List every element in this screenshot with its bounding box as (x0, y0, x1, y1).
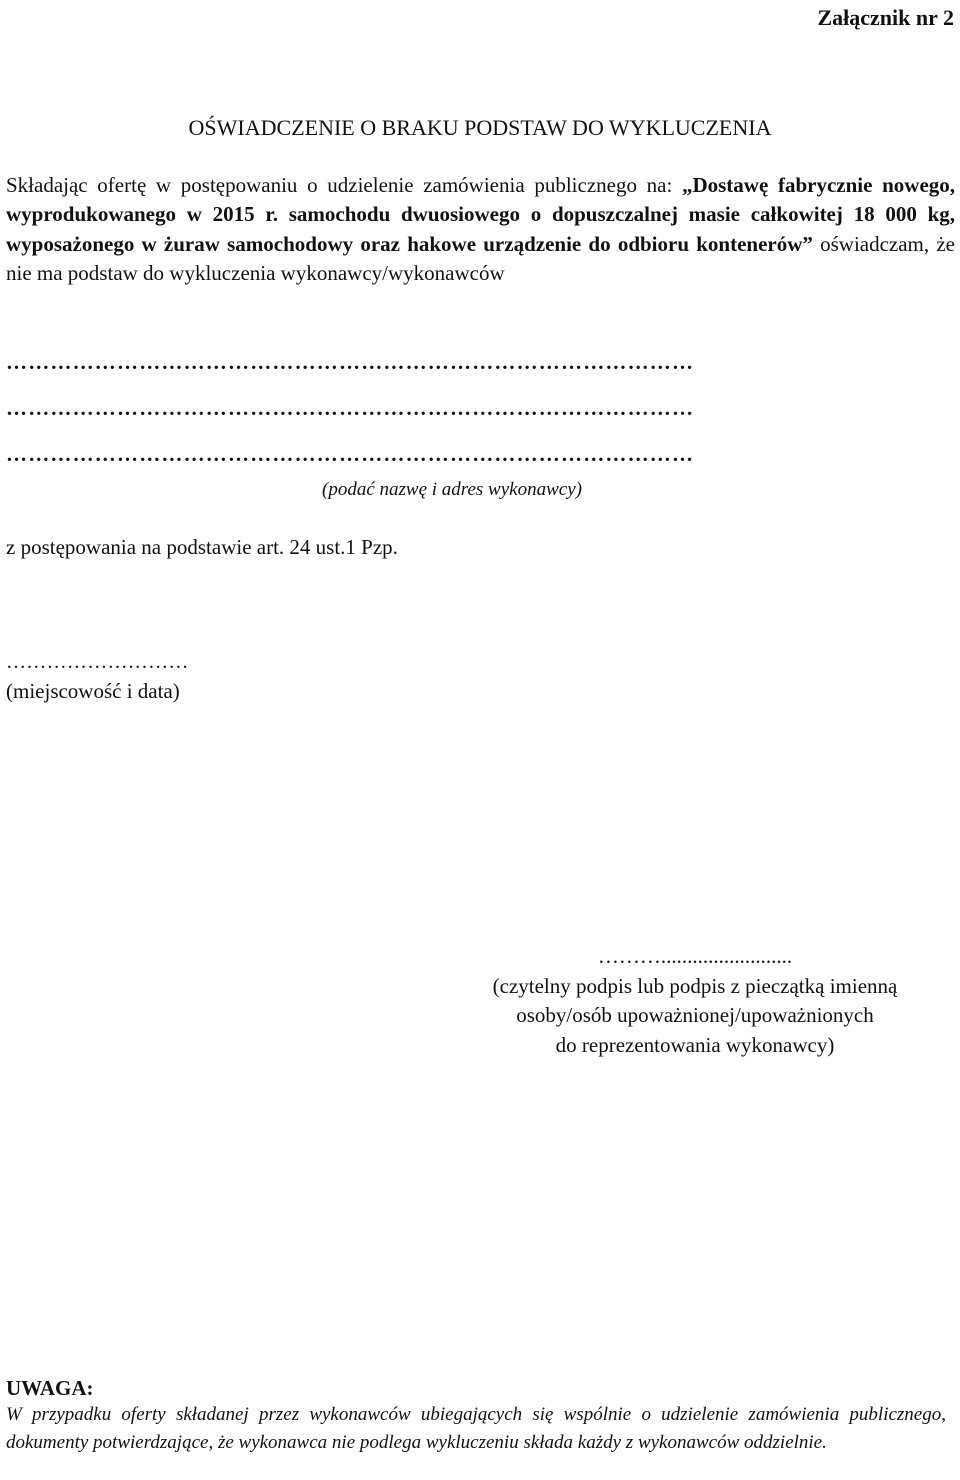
signature-caption-line-3: do reprezentowania wykonawcy) (555, 1032, 835, 1057)
contractor-fill-line-3: ………………………………………………………………………………… (6, 442, 695, 466)
signature-caption-line-2: osoby/osób upoważnionej/upoważnionych (516, 1003, 874, 1027)
order-subject: „Dostawę fabrycznie nowego, wyprodukowanego w 2015 r. samochodu dwuosiowego o dopuszczalnej masie całkowitej 18 000 kg, wyposażonego w żuraw samochodowy oraz hakowe urządzenie do odbioru kontenerów” (6, 173, 956, 256)
legal-basis: z postępowania na podstawie art. 24 ust.1 Pzp. (6, 535, 398, 559)
contractor-fill-line-1: ………………………………………………………………………………… (6, 350, 695, 374)
declaration-tail: oświadczam, że nie ma podstaw do wykluczenia wykonawcy/wykonawców (6, 231, 955, 286)
declaration-paragraph (6, 171, 955, 289)
signature-caption-line-1: (czytelny podpis lub podpis z pieczątką imienną (492, 973, 898, 998)
signature-block (430, 942, 960, 1060)
place-date-fill-line: ……………………… (6, 651, 189, 673)
note-heading: UWAGA: (6, 1376, 94, 1400)
contractor-hint: (podać nazwę i adres wykonawcy) (322, 479, 582, 500)
declaration-lead: Składając ofertę w postępowaniu o udzielenie zamówienia publicznego na: (6, 173, 682, 197)
note-text: W przypadku oferty składanej przez wykonawców ubiegających się wspólnie o udzielenie zamówienia publicznego, dokumenty potwierdzające, że wykonawca nie podlega wykluczeniu składa każdy z wykonawców oddzielnie. (6, 1404, 946, 1453)
place-date-label: (miejscowość i data) (6, 679, 180, 703)
signature-fill-line: ………......................... (597, 944, 793, 968)
document-title: OŚWIADCZENIE O BRAKU PODSTAW DO WYKLUCZENIA (188, 115, 772, 140)
contractor-fill-line-2: ………………………………………………………………………………… (6, 396, 695, 420)
attachment-label: Załącznik nr 2 (817, 5, 954, 30)
